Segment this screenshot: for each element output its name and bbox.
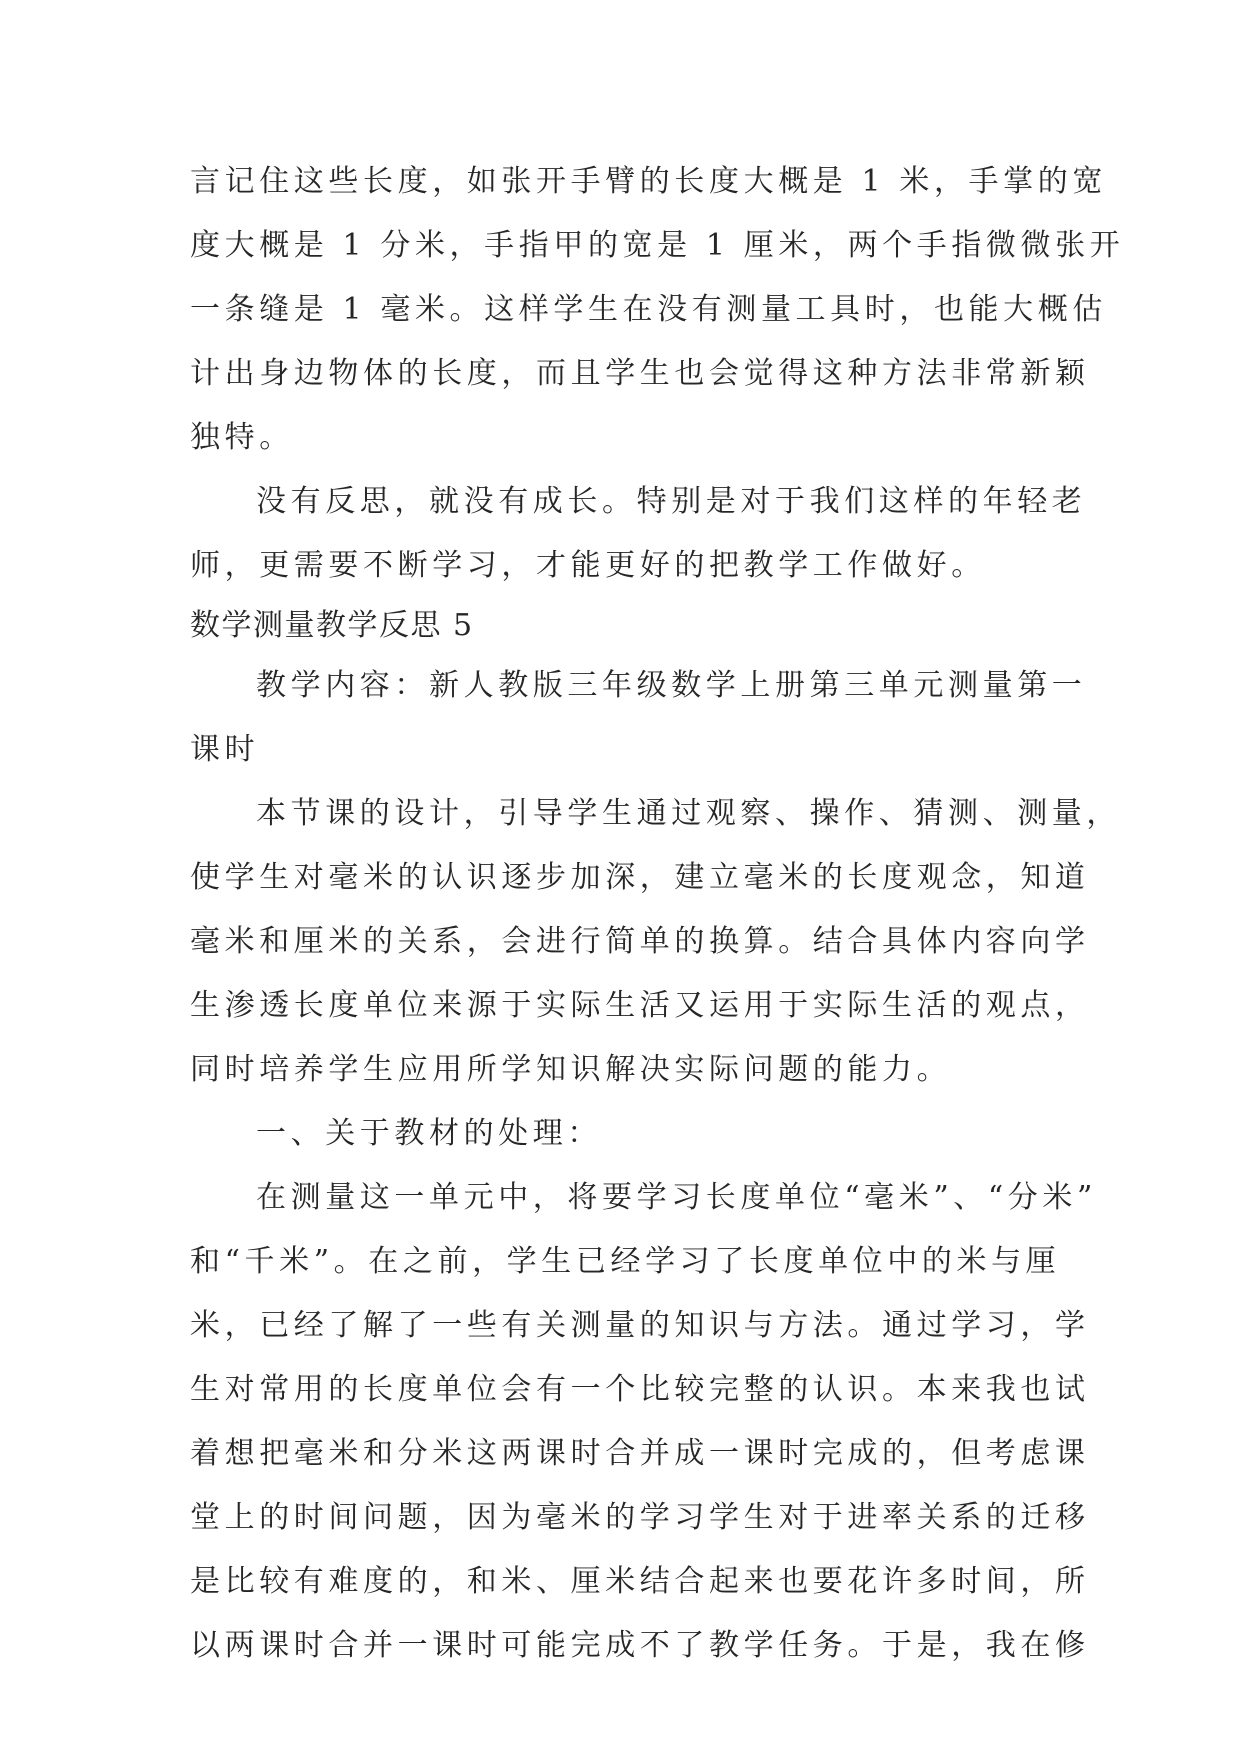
text-line: 同时培养学生应用所学知识解决实际问题的能力。 [190,1052,952,1087]
text-line: 在测量这一单元中，将要学习长度单位“毫米”、“分米” [256,1180,1097,1215]
text-line: 师，更需要不断学习，才能更好的把教学工作做好。 [190,548,986,583]
text-line: 独特。 [190,420,294,455]
text-line: 着想把毫米和分米这两课时合并成一课时完成的，但考虑课 [190,1436,1090,1471]
text-line: 以两课时合并一课时可能完成不了教学任务。于是，我在修 [190,1628,1090,1663]
text-line: 教学内容：新人教版三年级数学上册第三单元测量第一 [256,668,1087,703]
text-line: 本节课的设计，引导学生通过观察、操作、猜测、测量， [256,796,1121,831]
text-line: 没有反思，就没有成长。特别是对于我们这样的年轻老 [256,484,1087,519]
text-line: 生对常用的长度单位会有一个比较完整的认识。本来我也试 [190,1372,1090,1407]
section-heading: 数学测量教学反思 5 [190,608,474,643]
text-line: 一条缝是 1 毫米。这样学生在没有测量工具时，也能大概估 [190,292,1107,327]
text-line: 米，已经了解了一些有关测量的知识与方法。通过学习，学 [190,1308,1090,1343]
text-line: 堂上的时间问题，因为毫米的学习学生对于进率关系的迁移 [190,1500,1090,1535]
text-line: 和“千米”。在之前，学生已经学习了长度单位中的米与厘 [190,1244,1061,1279]
text-line: 生渗透长度单位来源于实际生活又运用于实际生活的观点， [190,988,1090,1023]
text-line: 课时 [190,732,260,767]
text-line: 是比较有难度的，和米、厘米结合起来也要花许多时间，所 [190,1564,1090,1599]
text-line: 言记住这些长度，如张开手臂的长度大概是 1 米，手掌的宽 [190,164,1107,199]
text-line: 使学生对毫米的认识逐步加深，建立毫米的长度观念，知道 [190,860,1090,895]
text-line: 计出身边物体的长度，而且学生也会觉得这种方法非常新颖 [190,356,1090,391]
subheading: 一、关于教材的处理： [256,1116,602,1151]
text-line: 度大概是 1 分米，手指甲的宽是 1 厘米，两个手指微微张开 [190,228,1125,263]
text-line: 毫米和厘米的关系，会进行简单的换算。结合具体内容向学 [190,924,1090,959]
